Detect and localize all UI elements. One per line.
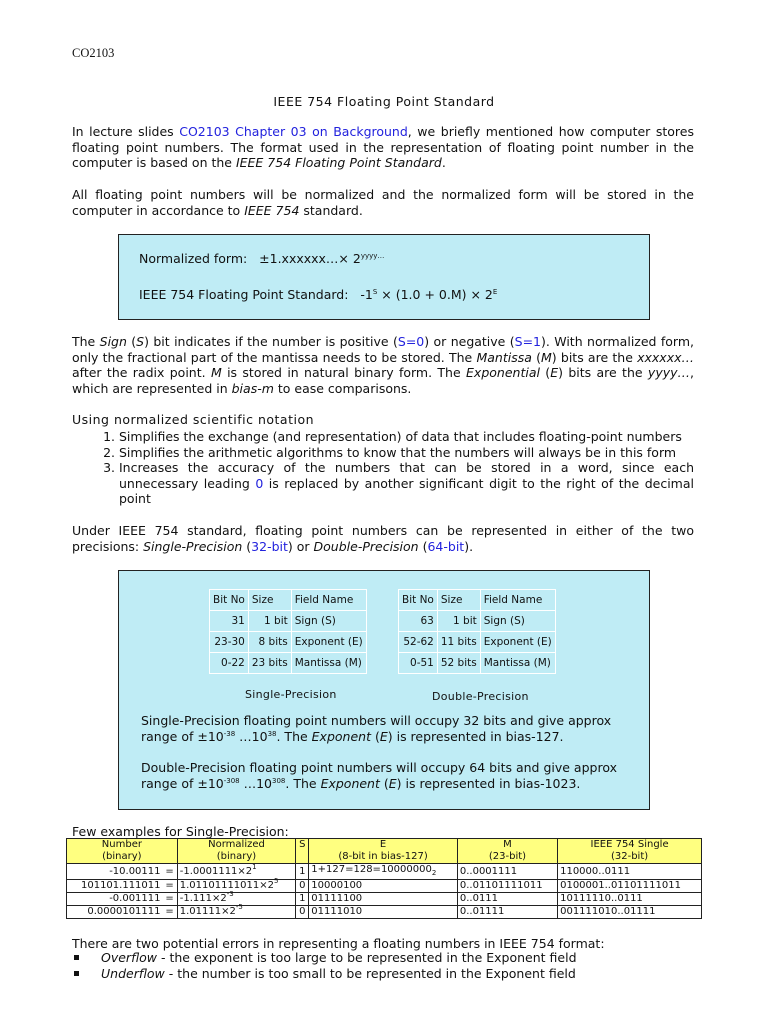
sign-bit-paragraph: The Sign (S) bit indicates if the number is positive (S=0) or negative (S=1). With normalized form, only the fractional part of the mantissa needs to be stored. The Mantissa (M) bits are the xxxxxx…after the radix point. M is stored in natural binary form. The Exponential (E) bits are the yyyy…, which are represented in bias-m to ease comparisons. [72, 334, 694, 396]
ieee-formula-line: IEEE 754 Floating Point Standard: $-1^S \times (1.0 + 0.M) \times 2^E$ [139, 287, 498, 302]
list-item: Underflow - the number is too small to be represented in the Exponent field [72, 966, 577, 982]
list-item: 1. Simplifies the exchange (and representation) of data that includes floating-point numbers [119, 429, 694, 445]
double-precision-table [398, 589, 556, 674]
table-row: 0.0000101111 = $1.01111\times 2^{-5}$ 0 01111010 0..01111 001111010..01111 [67, 906, 702, 919]
bullet-icon [74, 955, 79, 960]
errors-list [72, 950, 577, 981]
formula-box [118, 234, 650, 320]
list-item: 2. Simplifies the arithmetic algorithms to know that the numbers will always be in this form [119, 445, 694, 461]
table-row: 31 1 bit Sign (S) [210, 611, 367, 632]
examples-table [66, 838, 702, 919]
course-code: CO2103 [72, 46, 115, 60]
lecture-slides-link[interactable]: CO2103 Chapter 03 on Background [179, 124, 408, 139]
table-row: 63 1 bit Sign (S) [399, 611, 556, 632]
precision-paragraph: Under IEEE 754 standard, floating point numbers can be represented in either of the two precisions: Single-Precision (32-bit) or Double-Precision (64-bit). [72, 523, 694, 554]
list-item: 3. Increases the accuracy of the numbers that can be stored in a word, since each unnecessary leading 0 is replaced by another significant digit to the right of the decimal point [119, 460, 694, 507]
page-title: IEEE 754 Floating Point Standard [273, 94, 495, 109]
table-row: -10.00111 = $-1.0001111\times 2^1$ 1 $1+127=128=10000000_2$ 0..0001111 110000..0111 [67, 864, 702, 880]
table-row: 101101.111011 = $1.01101111011\times 2^5$ 0 10000100 0..01101111011 0100001..01101111011 [67, 880, 702, 893]
using-heading: Using normalized scientific notation [72, 412, 315, 427]
examples-heading: Few examples for Single-Precision: [72, 824, 289, 839]
table-row: 52-62 11 bits Exponent (E) [399, 632, 556, 653]
table-row: 0-22 23 bits Mantissa (M) [210, 653, 367, 674]
single-precision-description: Single-Precision floating point numbers will occupy 32 bits and give approx range of $\pm 10^{-38}$ $\dots 10^{38}$. The Exponent (E) is represented in bias-127. [141, 713, 612, 744]
normalized-paragraph: All floating point numbers will be normalized and the normalized form will be stored in the computer in accordance to IEEE 754 standard. [72, 187, 694, 218]
normalized-form-line: Normalized form: ±1.xxxxxx…× $2^{yyyy\dots}$ [139, 251, 385, 266]
table-row: -0.001111 = $-1.111\times 2^{-3}$ 1 01111100 0..0111 10111110..0111 [67, 893, 702, 906]
table-row: 0-51 52 bits Mantissa (M) [399, 653, 556, 674]
errors-heading: There are two potential errors in representing a floating numbers in IEEE 754 format: [72, 936, 605, 951]
precision-box [118, 570, 650, 810]
intro-paragraph: In lecture slides CO2103 Chapter 03 on Background, we briefly mentioned how computer stores floating point numbers. The format used in the representation of floating point number in the computer is based on the IEEE 754 Floating Point Standard. [72, 124, 694, 171]
double-precision-caption: Double-Precision [432, 690, 529, 703]
bullet-icon [74, 971, 79, 976]
table-row: Bit No Size Field Name [210, 590, 367, 611]
double-precision-description: Double-Precision floating point numbers will occupy 64 bits and give approx range of $\pm 10^{-308}$ $\dots 10^{308}$. The Exponent (E) is represented in bias-1023. [141, 760, 617, 791]
table-row: 23-30 8 bits Exponent (E) [210, 632, 367, 653]
single-precision-table [209, 589, 367, 674]
list-item: Overflow - the exponent is too large to be represented in the Exponent field [72, 950, 577, 966]
reasons-list [72, 429, 694, 507]
table-row: Bit No Size Field Name [399, 590, 556, 611]
table-header-row: Number (binary) Normalized (binary) S E (8-bit in bias-127) M (23-bit) IEEE 754 Single (32-bit) [67, 839, 702, 864]
single-precision-caption: Single-Precision [245, 688, 337, 701]
